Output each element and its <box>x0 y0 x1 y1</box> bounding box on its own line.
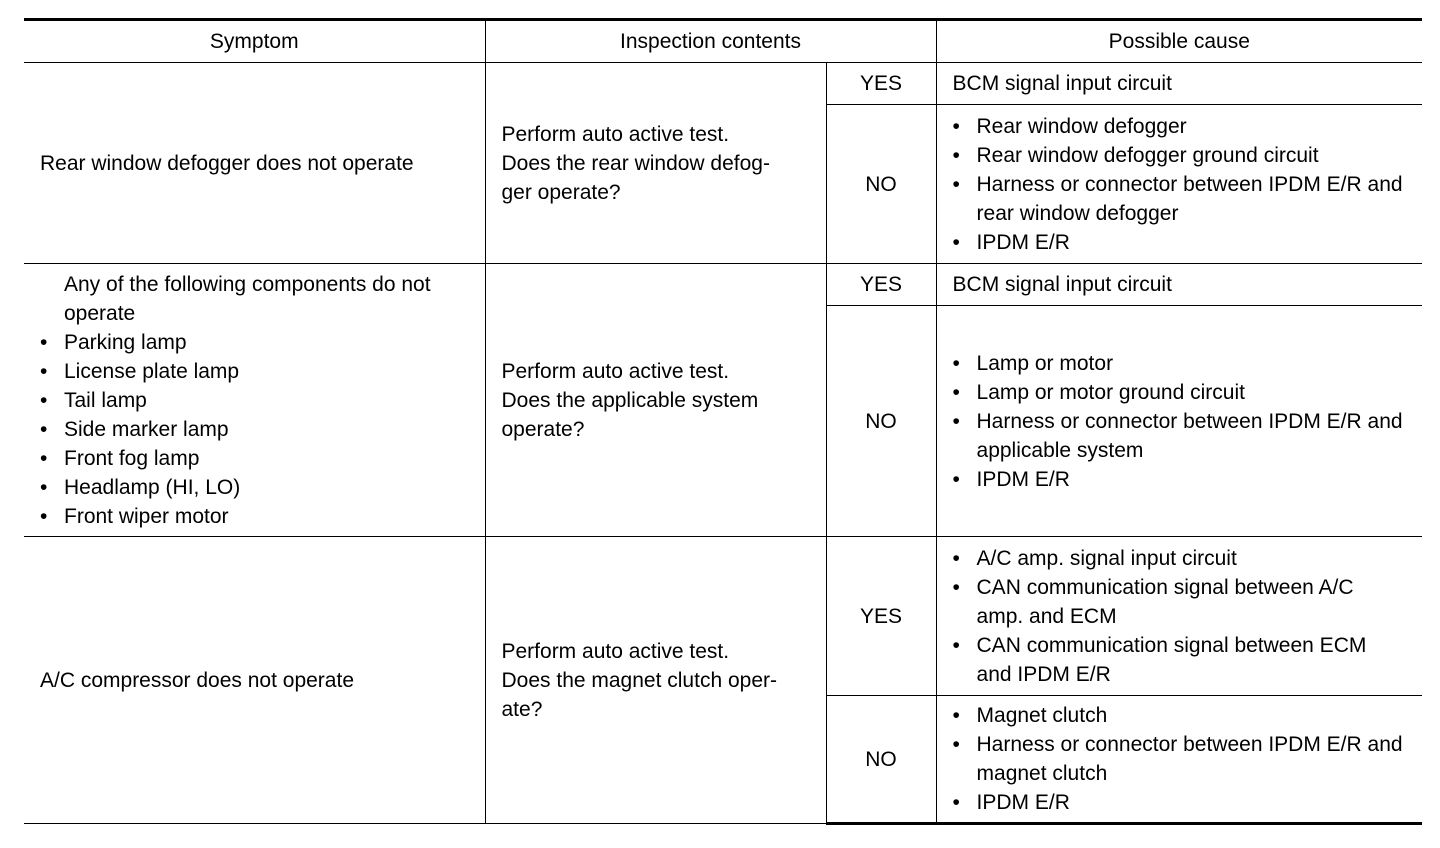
inspection-cell <box>485 63 826 264</box>
list-item: • Magnet clutch <box>953 701 1407 730</box>
no-label: NO <box>826 105 936 264</box>
list-item: • Headlamp (HI, LO) <box>40 473 469 502</box>
no-label: NO <box>826 696 936 824</box>
cause-list <box>953 112 1407 257</box>
yes-label: YES <box>826 537 936 696</box>
cause-cell: BCM signal input circuit <box>936 264 1422 306</box>
symptom-cell: A/C compressor does not operate <box>24 537 485 824</box>
list-item: • Harness or connector between IPDM E/R and magnet clutch <box>953 730 1407 788</box>
table-row <box>24 537 1422 696</box>
symptom-lead: Any of the following components do not operate <box>64 272 431 325</box>
list-item: • Harness or connector between IPDM E/R and rear window defogger <box>953 170 1407 228</box>
list-item: • License plate lamp <box>40 357 469 386</box>
cause-cell <box>936 105 1422 264</box>
inspection-line: ger operate? <box>501 180 621 204</box>
symptom-cell: Rear window defogger does not operate <box>24 63 485 264</box>
cause-cell <box>936 537 1422 696</box>
list-item: • Lamp or motor ground circuit <box>953 378 1407 407</box>
yes-label: YES <box>826 63 936 105</box>
cause-cell <box>936 306 1422 537</box>
cause-list <box>953 544 1407 689</box>
cause-list <box>953 701 1407 817</box>
list-item: • Lamp or motor <box>953 349 1407 378</box>
header-symptom: Symptom <box>24 20 485 63</box>
list-item: • Parking lamp <box>40 328 469 357</box>
header-row <box>24 20 1422 63</box>
list-item: • Front wiper motor <box>40 502 469 531</box>
list-item: • Front fog lamp <box>40 444 469 473</box>
component-list <box>40 328 469 531</box>
list-item: • Harness or connector between IPDM E/R and applicable system <box>953 407 1407 465</box>
inspection-line: Does the applicable system <box>501 388 759 412</box>
inspection-line: Does the rear window defog- <box>501 151 770 175</box>
header-possible-cause: Possible cause <box>936 20 1422 63</box>
inspection-cell <box>485 537 826 824</box>
list-item: • Rear window defogger <box>953 112 1407 141</box>
cause-cell <box>936 696 1422 824</box>
list-item: • A/C amp. signal input circuit <box>953 544 1407 573</box>
inspection-line: Perform auto active test. <box>501 122 730 146</box>
list-item: • Rear window defogger ground circuit <box>953 141 1407 170</box>
header-inspection-contents: Inspection contents <box>485 20 936 63</box>
no-label: NO <box>826 306 936 537</box>
diagnosis-table <box>24 18 1422 825</box>
inspection-line: Does the magnet clutch oper- <box>501 668 777 692</box>
list-item: • IPDM E/R <box>953 228 1407 257</box>
table-row <box>24 264 1422 306</box>
symptom-cell <box>24 264 485 537</box>
list-item: • CAN communication signal between ECM and IPDM E/R <box>953 631 1407 689</box>
cause-list <box>953 349 1407 494</box>
yes-label: YES <box>826 264 936 306</box>
inspection-line: operate? <box>501 417 585 441</box>
list-item: • IPDM E/R <box>953 465 1407 494</box>
inspection-cell <box>485 264 826 537</box>
list-item: • Side marker lamp <box>40 415 469 444</box>
list-item: • Tail lamp <box>40 386 469 415</box>
list-item: • IPDM E/R <box>953 788 1407 817</box>
inspection-line: ate? <box>501 697 543 721</box>
table-row <box>24 63 1422 105</box>
cause-cell: BCM signal input circuit <box>936 63 1422 105</box>
inspection-line: Perform auto active test. <box>501 359 730 383</box>
list-item: • CAN communication signal between A/C amp. and ECM <box>953 573 1407 631</box>
inspection-line: Perform auto active test. <box>501 639 730 663</box>
